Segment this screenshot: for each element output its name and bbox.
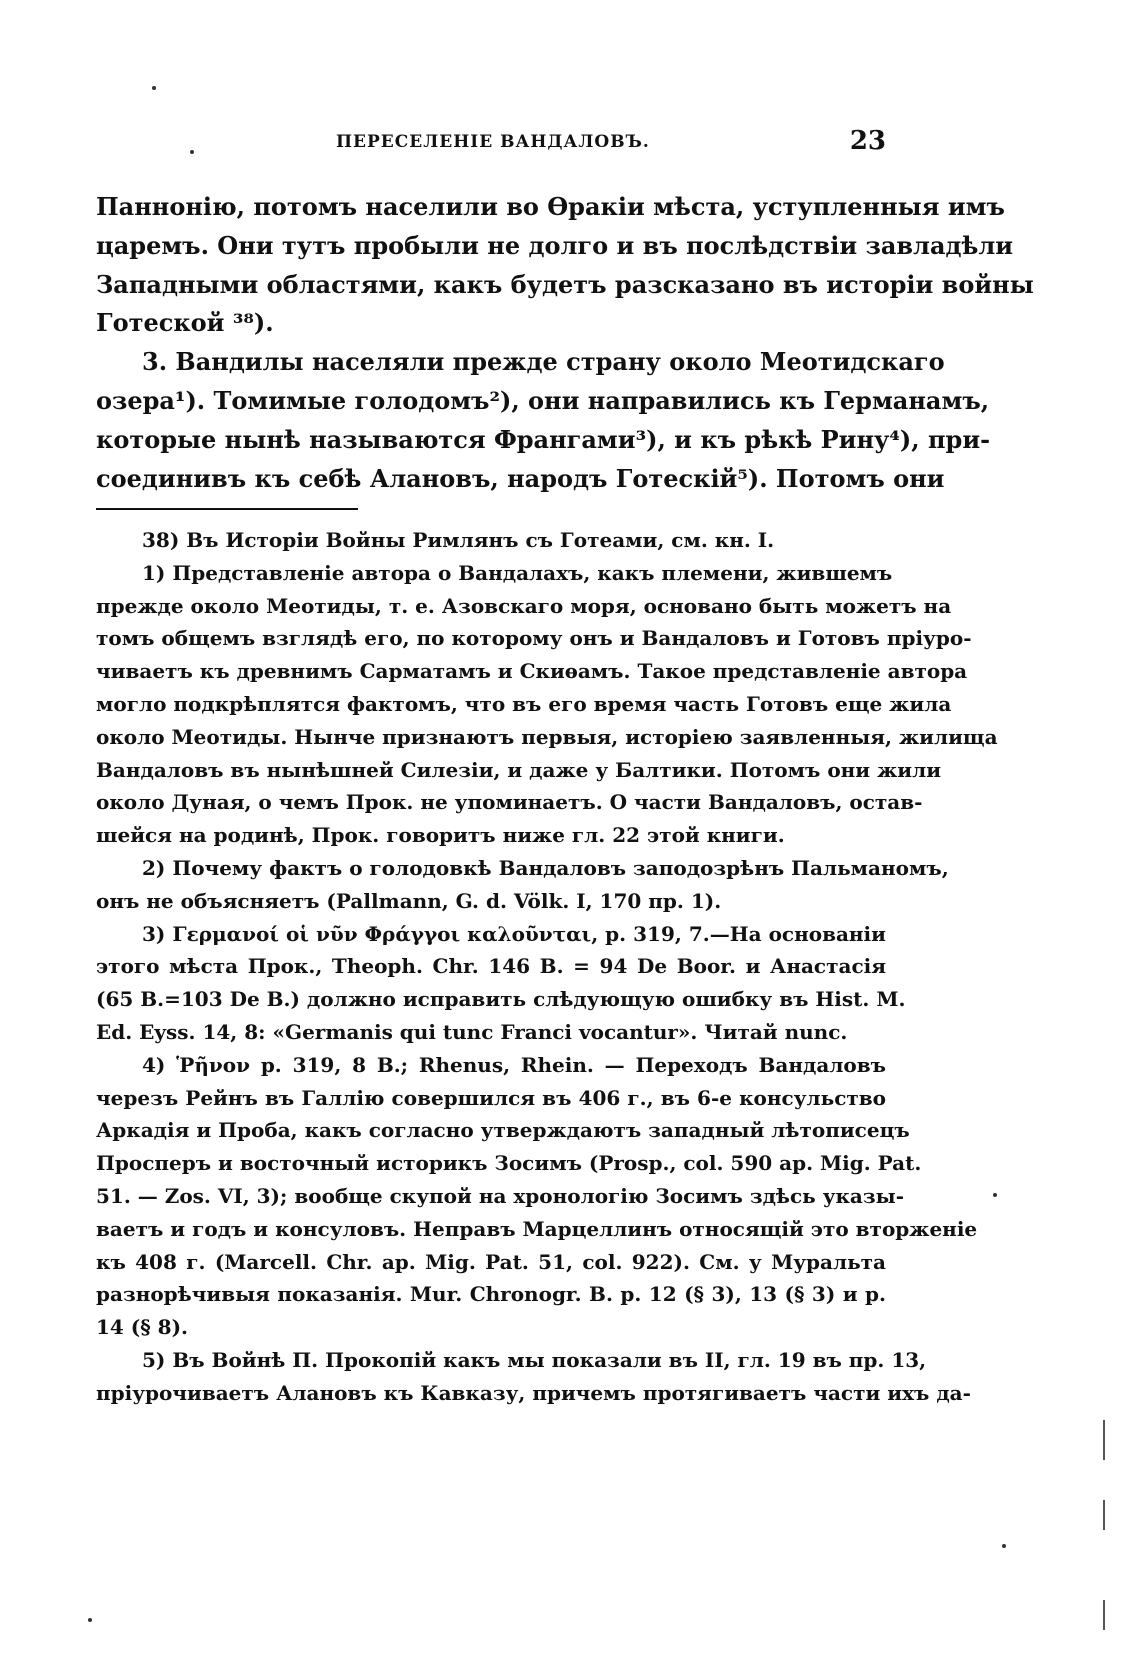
scan-speck xyxy=(993,1193,997,1197)
margin-mark xyxy=(1103,1420,1105,1460)
running-title: ПЕРЕСЕЛЕНІЕ ВАНДАЛОВЪ. xyxy=(336,132,650,152)
footnote-line: онъ не объясняетъ (Pallmann, G. d. Völk. I, 170 пр. 1). xyxy=(96,888,722,913)
footnote-line: ваетъ и годъ и консуловъ. Неправъ Марцеллинъ относящій это вторженіе xyxy=(96,1216,978,1241)
margin-mark xyxy=(1103,1500,1105,1530)
footnote-4 xyxy=(96,1049,978,1344)
footnote-separator xyxy=(96,508,358,510)
footnote-line: 51. — Zos. VI, 3); вообще скупой на хронологію Зосимъ здѣсь указы- xyxy=(96,1183,905,1208)
text-line: которые нынѣ называются Франгами³), и къ рѣкѣ Рину⁴), при- xyxy=(96,424,991,454)
footnote-line: этого мѣста Прок., Theoph. Chr. 146 B. = 94 De Boor. и Анастасія xyxy=(96,954,886,979)
footnote-38 xyxy=(96,524,886,557)
footnote-line: Аркадія и Проба, какъ согласно утверждаютъ западный лѣтописецъ xyxy=(96,1118,910,1143)
footnote-line: 14 (§ 8). xyxy=(96,1315,189,1340)
text-line: озера¹). Томимые голодомъ²), они направились къ Германамъ, xyxy=(96,385,990,415)
footnote-line: чиваетъ къ древнимъ Сарматамъ и Скиѳамъ. Такое представленіе автора xyxy=(96,659,968,684)
main-text xyxy=(96,188,1034,498)
footnote-line: къ 408 г. (Marcell. Chr. ap. Mig. Pat. 51, col. 922). См. у Муральта xyxy=(96,1249,886,1274)
footnote-line: шейся на родинѣ, Прок. говоритъ ниже гл. 22 этой книги. xyxy=(96,823,785,848)
page-header xyxy=(96,126,886,166)
scan-speck xyxy=(1002,1544,1006,1548)
footnote-line: Просперъ и восточный историкъ Зосимъ (Prosp., col. 590 ap. Mig. Pat. xyxy=(96,1151,922,1176)
footnote-line: разнорѣчивыя показанія. Mur. Chronogr. B. p. 12 (§ 3), 13 (§ 3) и p. xyxy=(96,1282,886,1307)
footnote-line: 1) Представленіе автора о Вандалахъ, какъ племени, жившемъ xyxy=(142,560,893,585)
footnote-2 xyxy=(96,852,949,918)
scan-speck xyxy=(88,1618,92,1622)
footnote-line: черезъ Рейнъ въ Галлію совершился въ 406 г., въ 6-е консульство xyxy=(96,1085,886,1110)
scan-speck xyxy=(152,86,156,90)
text-line: Паннонію, потомъ населили во Ѳракіи мѣста, уступленныя имъ xyxy=(96,192,1005,221)
footnote-line: 5) Въ Войнѣ П. Прокопій какъ мы показали въ II, гл. 19 въ пр. 13, xyxy=(142,1347,927,1372)
footnote-line: (65 B.=103 De B.) должно исправить слѣдующую ошибку въ Hist. M. xyxy=(96,987,906,1012)
footnote-line: пріурочиваетъ Алановъ къ Кавказу, причемъ протягиваетъ части ихъ да- xyxy=(96,1380,971,1405)
footnotes xyxy=(96,524,998,1410)
paragraph-2 xyxy=(96,343,991,498)
margin-mark xyxy=(1103,1600,1105,1630)
text-line: царемъ. Они тутъ пробыли не долго и въ послѣдствіи завладѣли xyxy=(96,230,1014,260)
footnote-3 xyxy=(96,918,906,1049)
footnote-line: 38) Въ Исторіи Войны Римлянъ съ Готеами, см. кн. I. xyxy=(142,528,775,552)
footnote-line: 4) Ῥῆνον p. 319, 8 B.; Rhenus, Rhein. — Переходъ Вандаловъ xyxy=(142,1052,886,1077)
text-line: Готеской ³⁸). xyxy=(96,308,274,338)
text-line: 3. Вандилы населяли прежде страну около Меотидскаго xyxy=(142,347,945,377)
footnote-line: Вандаловъ въ нынѣшней Силезіи, и даже у Балтики. Потомъ они жили xyxy=(96,757,942,782)
footnote-line: Ed. Eyss. 14, 8: «Germanis qui tunc Franci vocantur». Читай nunc. xyxy=(96,1019,848,1044)
footnote-line: около Меотиды. Нынче признаютъ первыя, исторіею заявленныя, жилища xyxy=(96,724,998,749)
footnote-line: томъ общемъ взглядѣ его, по которому онъ и Вандаловъ и Готовъ пріуро- xyxy=(96,626,972,651)
page-number: 23 xyxy=(849,126,886,156)
footnote-line: 2) Почему фактъ о голодовкѣ Вандаловъ заподозрѣнъ Пальманомъ, xyxy=(142,855,949,880)
footnote-line: прежде около Меотиды, т. е. Азовскаго моря, основано быть можетъ на xyxy=(96,593,952,618)
scan-speck xyxy=(190,150,194,154)
footnote-1 xyxy=(96,557,998,852)
footnote-5 xyxy=(96,1344,971,1410)
footnote-line: могло подкрѣплятся фактомъ, что въ его время часть Готовъ еще жила xyxy=(96,691,952,716)
paragraph-1 xyxy=(96,188,1034,343)
text-line: Западными областями, какъ будетъ разсказано въ исторіи войны xyxy=(96,269,1034,299)
footnote-line: 3) Γερμανοί οἱ νῦν Φράγγοι καλοῦνται, p. 319, 7.—На основаніи xyxy=(142,921,886,946)
footnote-line: около Дуная, о чемъ Прок. не упоминаетъ. О части Вандаловъ, остав- xyxy=(96,790,923,815)
text-line: соединивъ къ себѣ Алановъ, народъ Готескій⁵). Потомъ они xyxy=(96,463,945,493)
